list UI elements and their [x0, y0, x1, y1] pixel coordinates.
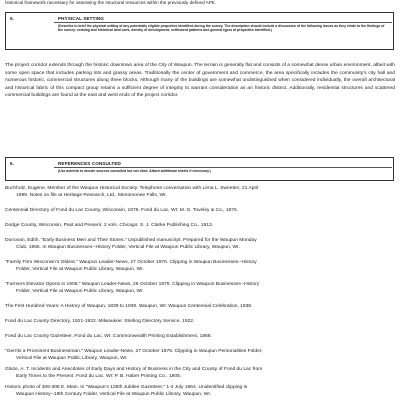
reference-continuation: Club, 1955. In Waupun Businesses--History Folder, Vertical File at Waupun Public Library, Waupun, WI. — [16, 245, 240, 251]
reference-continuation: Early Times to the Present. Fond du Lac, WI: P. B. Haber Printing Co., 1905. — [16, 374, 182, 380]
reference-line: Glaze, A. T. Incidents and Anecdotes of Early Days and History of Business in the City and County of Fond du Lac from — [5, 367, 263, 372]
section-title: PHYSICAL SETTING — [58, 16, 104, 21]
physical-setting-header-box — [5, 12, 394, 50]
reference-line: Donovan, Edith. "Early Business Men and Their Stores." Unpublished manuscript. Prepared for the Waupun Monday — [5, 238, 257, 243]
reference-continuation: Waupun History--19th Century Folder, Vertical File at Waupun Public Library, Waupun, WI. — [16, 392, 212, 398]
physical-setting-paragraph: The project corridor extends through the historic downtown area of the City of Waupun. The terrain is generally flat and consists of a somewhat dense urban environment, albeit with some open space that includes parking lots and grassy areas. Traditionally the center of government and commerce, the area specifically includes the community's city hall and numerous historic, commercial structures along three blocks. Although many of the buildings are somewhat undistinguished when considered individually, the overall architectural and historical fabric of this compact group retains a sufficient degree of integrity to warrant consideration as an historic district. Additionally, residential structures and scattered commercial buildings are found at the east and west ends of the project corridor. — [5, 63, 395, 99]
reference-continuation: Vertical File at Waupun Public Library, Waupun, WI. — [16, 356, 128, 362]
reference-continuation: 1999. Notes on file at Heritage Research, Ltd., Menomonee Falls, WI. — [16, 193, 167, 199]
section-instructions: (Use asterisk to denote sources consulted but not cited. Attach additional sheets if necessary.) — [58, 169, 211, 173]
section-number: 6. — [10, 161, 14, 166]
reference-line: Fond du Lac County Directory, 1921-1922. Milwaukee: Sterling Directory Service, 1922. — [5, 319, 195, 324]
reference-entry — [5, 384, 397, 398]
reference-entry — [5, 185, 397, 199]
reference-entry — [5, 237, 397, 251]
reference-entry — [5, 259, 397, 273]
reference-entry — [5, 318, 397, 325]
section-title: REFERENCES CONSULTED — [58, 161, 121, 166]
reference-entry — [5, 366, 397, 380]
reference-entry — [5, 281, 397, 295]
reference-entry — [5, 348, 397, 362]
reference-line: Centennial Directory of Fond du Lac County, Wisconsin, 1876. Fond du Lac, WI: M. G. Toveley & Co., 1876. — [5, 208, 239, 213]
reference-continuation: Folder, Vertical File at Waupun Public Library, Waupun, WI. — [16, 267, 144, 273]
reference-entry — [5, 333, 397, 340]
divider — [54, 22, 392, 23]
section-instructions: (Describe in brief the physical setting of any potentially eligible properties identified during the survey. The description should include a discussion of the following issues as they relate to the findings of the survey: existing and historical land uses, density of development, settlement patterns and general types of properties identified.) — [58, 24, 385, 33]
reference-entry — [5, 222, 397, 229]
reference-line: Fond du Lac County Gazetteer. Fond du Lac, WI: Commonwealth Printing Establishment, 1868. — [5, 334, 212, 339]
reference-line: "Farmers Elevator Opens in 1906." Waupun Leader-News, 26 October 1976. Clipping in Waupun Businesses--History — [5, 282, 260, 287]
reference-line: "Family Firm Wisconsin's Oldest." Waupun Leader-News, 27 October 1976. Clipping in Waupun Businesses--History — [5, 260, 257, 265]
reference-line: Dodge County, Wisconsin, Past and Present. 2 vols. Chicago: S. J. Clarke Publishing Co., 1913. — [5, 223, 214, 228]
reference-line: Buchholz, Eugene. Member of the Waupun Historical Society. Telephone conversation with Lena L. Sweeten, 21 April — [5, 186, 259, 191]
references-header-box — [5, 157, 394, 181]
reference-entry — [5, 303, 397, 310]
reference-line: "Gerrits a Prominent Businessman." Waupun Leader-News, 27 October 1976. Clipping in Waupun Personalities Folder, — [5, 349, 263, 354]
reference-line: Historic photo of 306-308 E. Main. In "Waupun's 125th Jubilee Gazetteer," 1-4 July 1964. Unidentified clipping in — [5, 385, 248, 390]
section-number: 5. — [10, 16, 14, 21]
reference-continuation: Folder, Vertical File at Waupun Public Library, Waupun, WI. — [16, 289, 144, 295]
previous-section-closing-line: historical framework necessary for assessing the structural resources within the previously defined APE. — [5, 0, 217, 5]
reference-line: The First Hundred Years: A History of Waupun, 1839 to 1939. Waupun, WI: Waupun Centennial Celebration, 1939. — [5, 304, 253, 309]
reference-entry — [5, 207, 397, 214]
divider — [54, 167, 392, 168]
